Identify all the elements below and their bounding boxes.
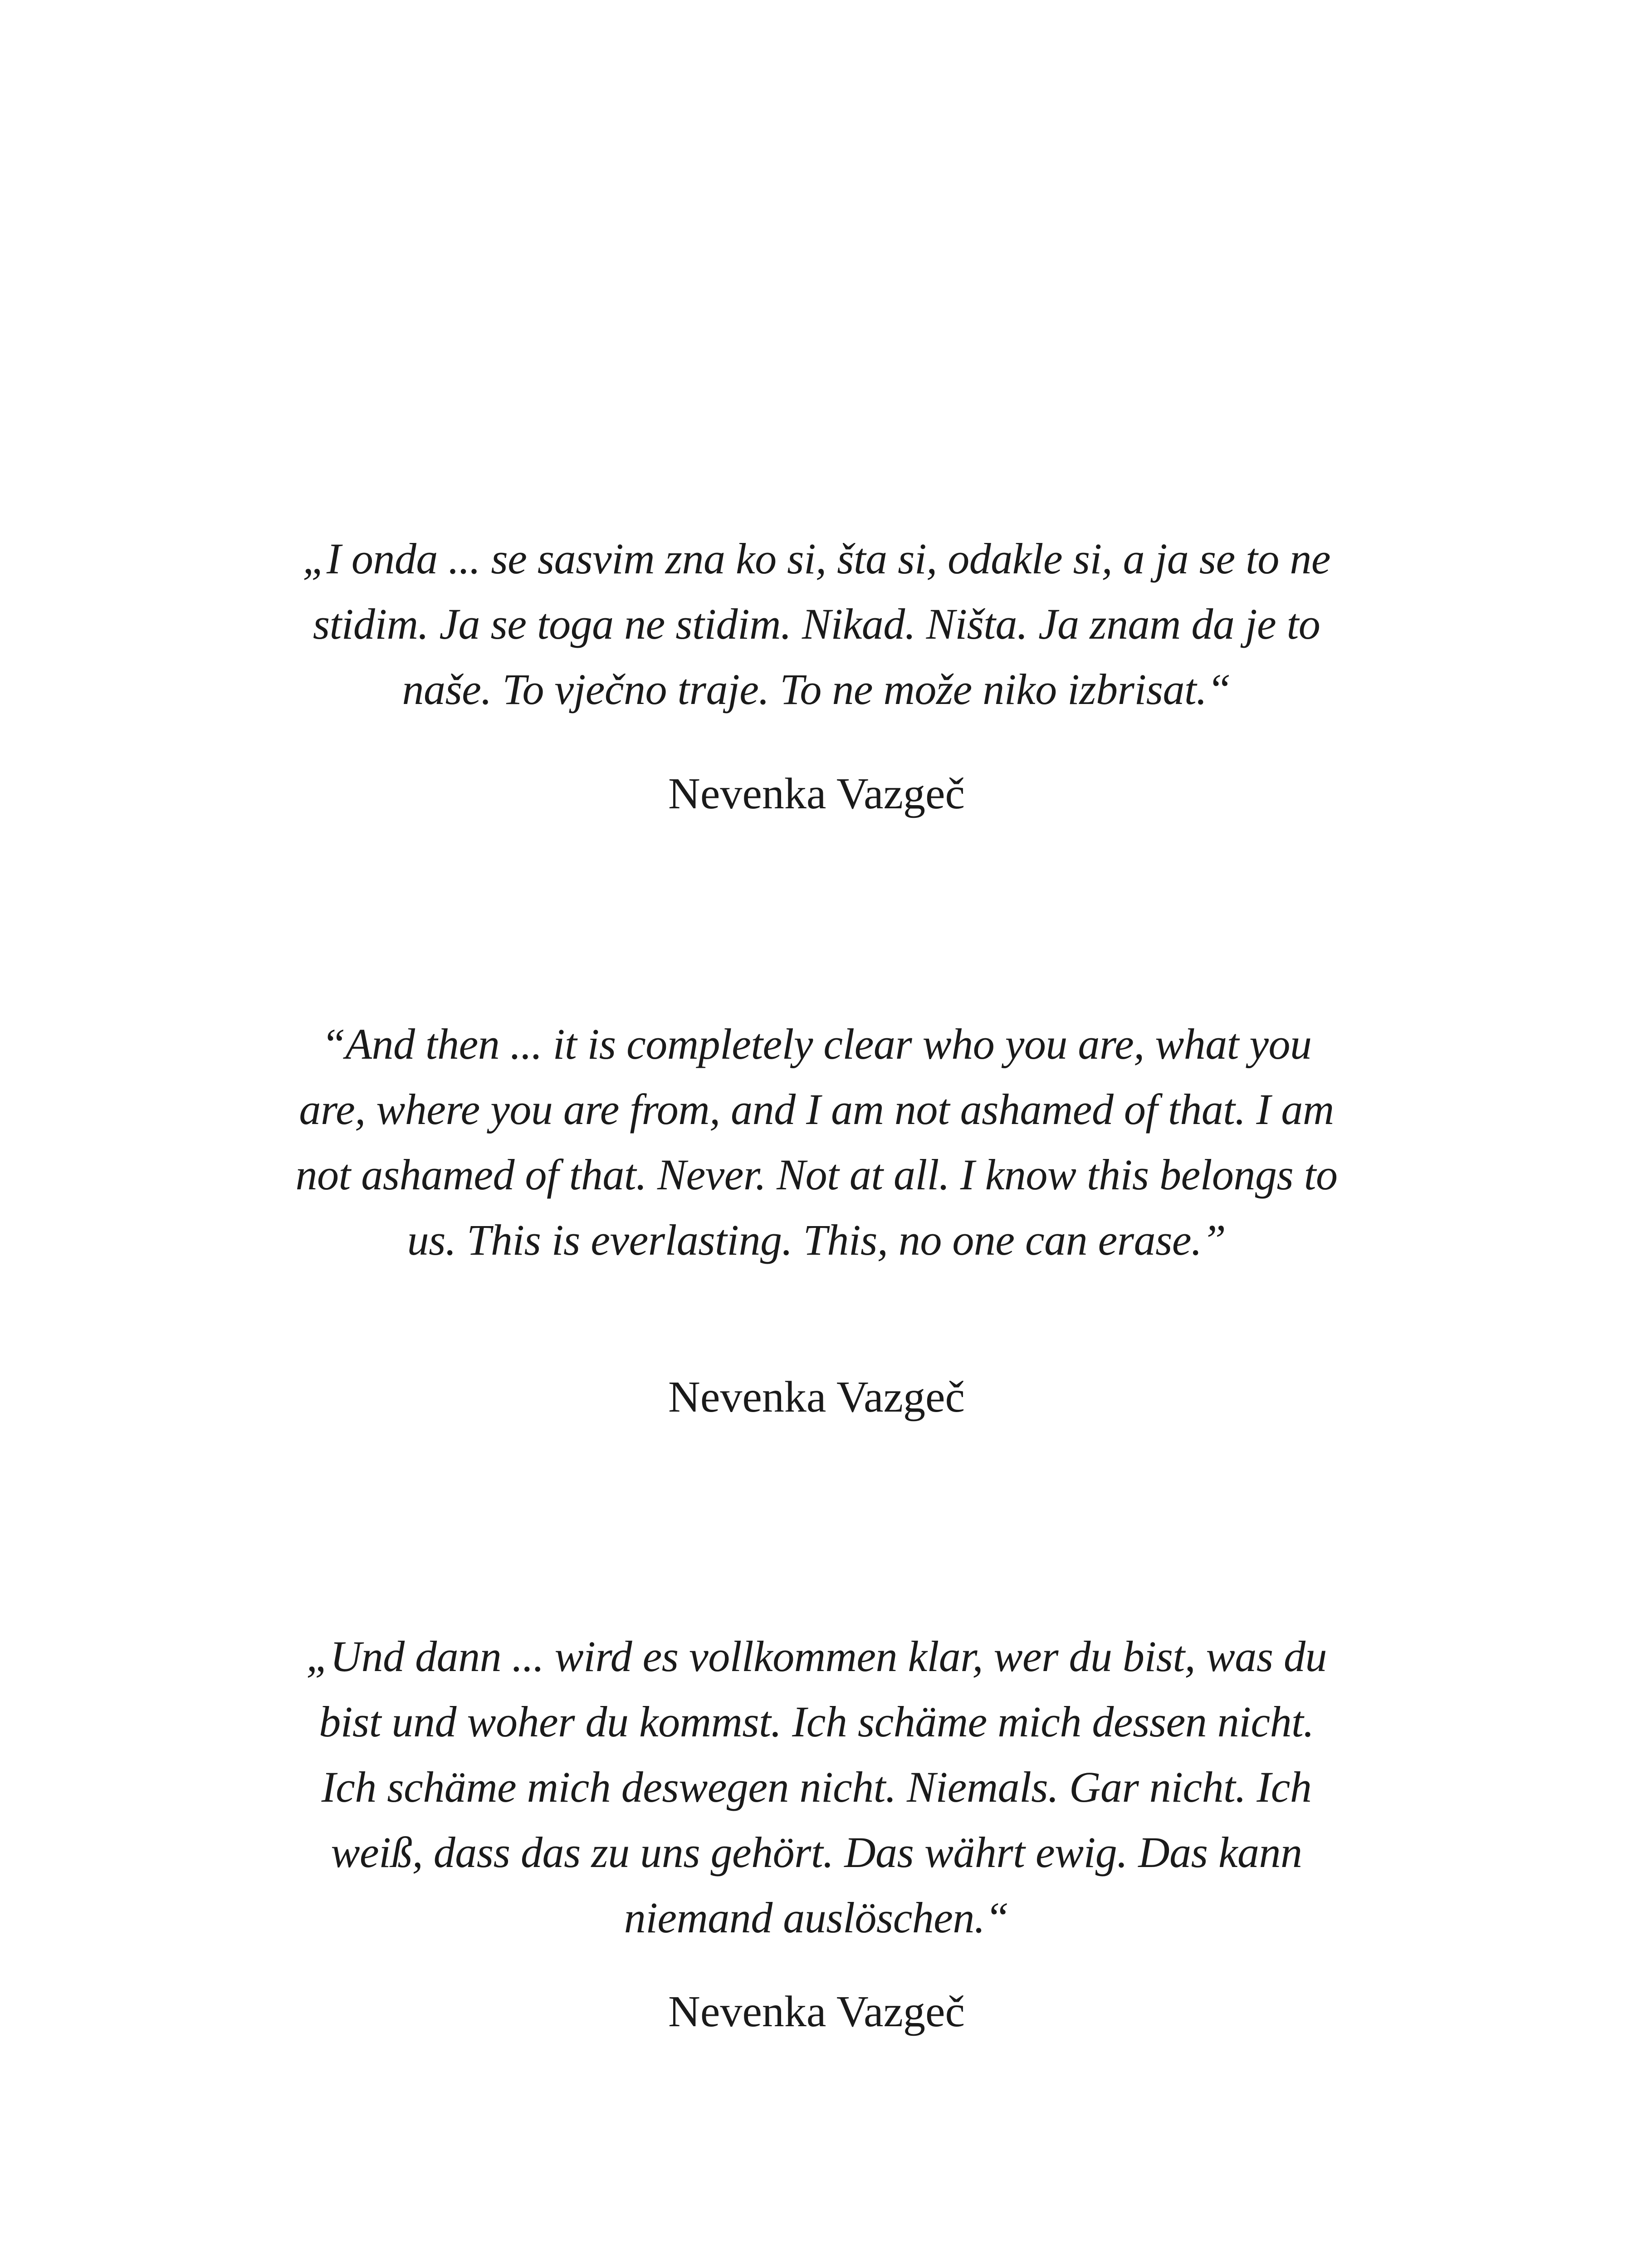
quote-block-english [295, 1012, 1338, 1422]
quote-author: Nevenka Vazgeč [668, 1987, 965, 2036]
quote-block-bosnian [295, 526, 1338, 818]
quote-author: Nevenka Vazgeč [668, 769, 965, 818]
quote-block-german [295, 1624, 1338, 2036]
quote-text: “And then ... it is completely clear who you are, what you are, where you are from, and I am not ashamed of that. I am not ashamed of that. Never. Not at all. I know this belongs to us. This is everlasting. This, no one can erase.” [295, 1020, 1338, 1264]
quote-text: „I onda ... se sasvim zna ko si, šta si, odakle si, a ja se to ne stidim. Ja se toga ne stidim. Nikad. Ništa. Ja znam da je to naše. To vječno traje. To ne može niko izbrisat.“ [302, 534, 1331, 714]
quote-text: „Und dann ... wird es vollkommen klar, wer du bist, was du bist und woher du kommst. Ich schäme mich dessen nicht. Ich schäme mich deswegen nicht. Niemals. Gar nicht. Ich weiß, dass das zu uns gehört. Das währt ewig. Das kann niemand auslöschen.“ [306, 1632, 1327, 1942]
quote-author: Nevenka Vazgeč [668, 1373, 965, 1422]
